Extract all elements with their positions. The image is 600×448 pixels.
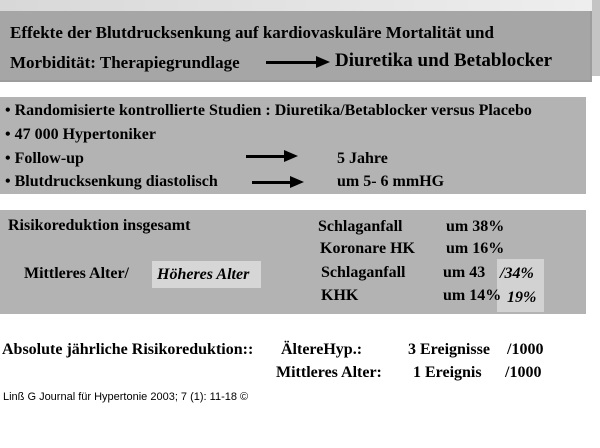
overall-chd-value: um 16%: [446, 240, 505, 257]
age-khk-label: KHK: [321, 287, 359, 304]
overall-stroke-label: Schlaganfall: [318, 218, 403, 235]
bp-reduction-value: um 5- 6 mmHG: [337, 173, 445, 190]
footer-citation: Linß G Journal für Hypertonie 2003; 7 (1): 11-18 ©: [3, 391, 249, 403]
absolute-older-label: ÄltereHyp.:: [281, 341, 363, 358]
age-khk-value: um 14%: [443, 287, 502, 304]
older-age-label: Höheres Alter: [157, 266, 250, 283]
overall-chd-label: Koronare HK: [320, 240, 415, 257]
absolute-older-per: /1000: [507, 341, 544, 358]
header-title-line1: Effekte der Blutdrucksenkung auf kardiovaskuläre Mortalität und: [10, 23, 494, 42]
age-label: Mittleres Alter/: [24, 265, 129, 282]
absolute-middle-label: Mittleres Alter:: [276, 364, 382, 381]
study-item-followup: • Follow-up: [5, 150, 84, 167]
header-panel: [0, 0, 600, 84]
header-bevel-top: [0, 0, 592, 11]
absolute-middle-count: 1 Ereignis: [413, 364, 482, 381]
overall-stroke-value: um 38%: [446, 218, 505, 235]
risk-title: Risikoreduktion insgesamt: [8, 217, 191, 234]
absolute-older-count: 3 Ereignisse: [408, 341, 490, 358]
followup-value: 5 Jahre: [337, 150, 388, 167]
absolute-title: Absolute jährliche Risikoreduktion::: [2, 341, 254, 358]
study-item-design: • Randomisierte kontrollierte Studien : Diuretika/Betablocker versus Placebo: [5, 102, 532, 119]
age-stroke-label: Schlaganfall: [321, 264, 406, 281]
study-item-bp-reduction: • Blutdrucksenkung diastolisch: [5, 173, 218, 190]
study-item-patients: • 47 000 Hypertoniker: [5, 126, 156, 143]
header-bevel-right: [592, 0, 600, 76]
header-title-line2: Morbidität: Therapiegrundlage: [10, 53, 240, 72]
absolute-middle-per: /1000: [505, 364, 542, 381]
older-khk-value: 19%: [507, 289, 537, 306]
older-stroke-value: /34%: [500, 265, 534, 282]
age-stroke-value: um 43: [443, 264, 486, 281]
header-result: Diuretika und Betablocker: [335, 50, 553, 71]
